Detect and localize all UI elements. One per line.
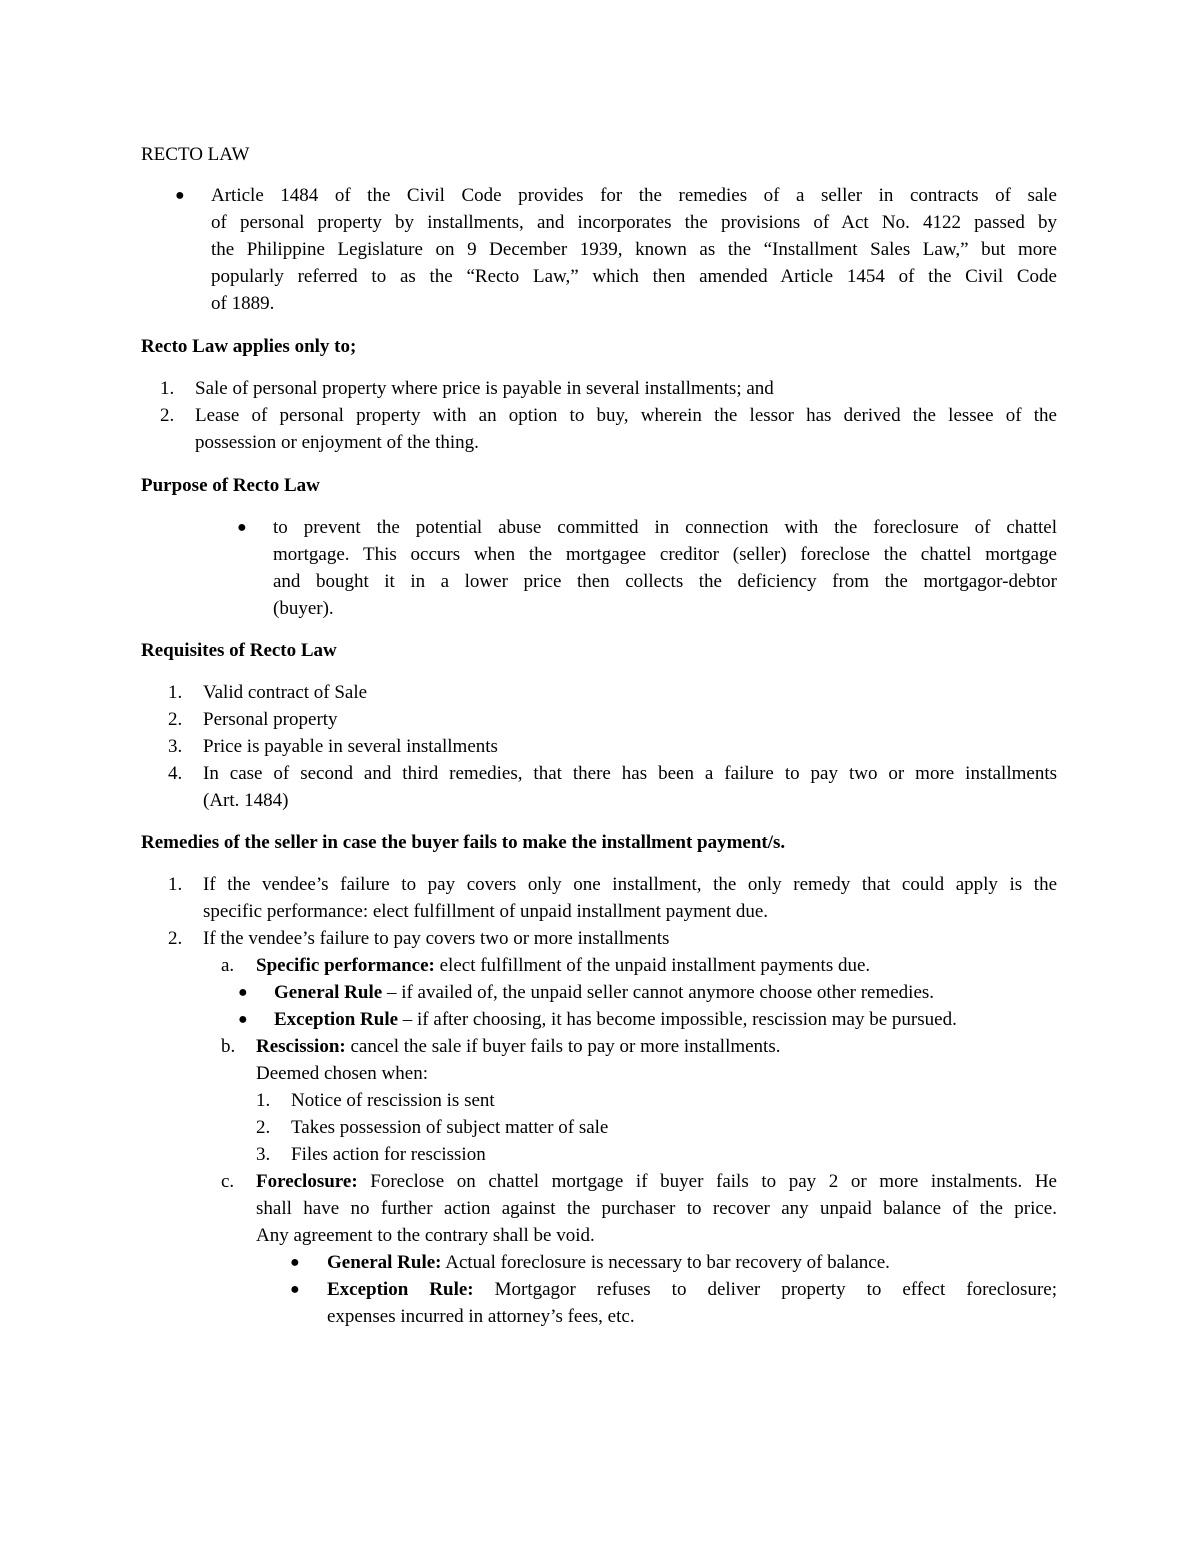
list-item: Personal property — [203, 709, 338, 730]
section-heading-remedies: Remedies of the seller in case the buyer fails to make the installment payment/s. — [141, 832, 786, 853]
term-text: cancel the sale if buyer fails to pay or more installments. — [345, 1036, 781, 1057]
purpose-line: (buyer). — [273, 598, 334, 619]
list-number: 3. — [168, 736, 183, 757]
term-text: – if availed of, the unpaid seller cannot anymore choose other remedies. — [382, 982, 935, 1003]
sublist-item-rescission — [256, 1033, 780, 1060]
intro-line: popularly referred to as the “Recto Law,” which then amended Article 1454 of the Civil Code — [211, 266, 1057, 287]
list-number: 2. — [160, 405, 175, 426]
term-label: General Rule — [274, 982, 383, 1003]
page-title: RECTO LAW — [141, 144, 250, 165]
sublist-item-specific-performance — [256, 952, 870, 979]
bullet-icon: ● — [290, 1254, 300, 1271]
term-text: Mortgagor refuses to deliver property to effect foreclosure; — [473, 1279, 1057, 1300]
list-item: Files action for rescission — [291, 1144, 486, 1165]
list-number: 1. — [256, 1090, 271, 1111]
list-item: Notice of rescission is sent — [291, 1090, 495, 1111]
sublist-letter: c. — [221, 1171, 235, 1192]
purpose-line: mortgage. This occurs when the mortgagee creditor (seller) foreclose the chattel mortgage — [273, 544, 1057, 565]
term-text: Foreclose on chattel mortgage if buyer fails to pay 2 or more instalments. He — [357, 1171, 1057, 1192]
list-item: In case of second and third remedies, that there has been a failure to pay two or more installments — [203, 763, 1057, 784]
list-item: Takes possession of subject matter of sale — [291, 1117, 609, 1138]
bullet-icon: ● — [175, 187, 185, 204]
intro-line: of personal property by installments, and incorporates the provisions of Act No. 4122 passed by — [211, 212, 1057, 233]
list-number: 1. — [160, 378, 175, 399]
term-label: Specific performance: — [256, 955, 435, 976]
bullet-icon: ● — [290, 1281, 300, 1298]
list-number: 2. — [168, 709, 183, 730]
exception-rule-line — [274, 1006, 957, 1033]
list-item: Lease of personal property with an option to buy, wherein the lessor has derived the lessee of the — [195, 405, 1057, 426]
list-number: 3. — [256, 1144, 271, 1165]
section-heading-applies: Recto Law applies only to; — [141, 336, 357, 357]
deemed-chosen-label: Deemed chosen when: — [256, 1063, 428, 1084]
sublist-letter: b. — [221, 1036, 236, 1057]
purpose-line: and bought it in a lower price then collects the deficiency from the mortgagor-debtor — [273, 571, 1057, 592]
term-text: elect fulfillment of the unpaid installment payments due. — [434, 955, 871, 976]
intro-line: Article 1484 of the Civil Code provides for the remedies of a seller in contracts of sale — [211, 185, 1057, 206]
list-item-continued: (Art. 1484) — [203, 790, 289, 811]
list-number: 1. — [168, 682, 183, 703]
sublist-item-foreclosure — [256, 1168, 1057, 1195]
sublist-letter: a. — [221, 955, 235, 976]
exception-rule-line-continued: expenses incurred in attorney’s fees, etc. — [327, 1306, 635, 1327]
term-label: Exception Rule: — [327, 1279, 474, 1300]
list-item-continued: possession or enjoyment of the thing. — [195, 432, 479, 453]
term-label: Exception Rule — [274, 1009, 399, 1030]
list-item: Valid contract of Sale — [203, 682, 368, 703]
list-item-continued: specific performance: elect fulfillment of unpaid installment payment due. — [203, 901, 769, 922]
general-rule-line — [327, 1249, 890, 1276]
foreclosure-line: shall have no further action against the purchaser to recover any unpaid balance of the price. — [256, 1198, 1057, 1219]
list-number: 1. — [168, 874, 183, 895]
bullet-icon: ● — [238, 1011, 248, 1028]
list-item: Price is payable in several installments — [203, 736, 498, 757]
list-item: Sale of personal property where price is payable in several installments; and — [195, 378, 774, 399]
intro-line: of 1889. — [211, 293, 275, 314]
list-number: 2. — [256, 1117, 271, 1138]
purpose-line: to prevent the potential abuse committed in connection with the foreclosure of chattel — [273, 517, 1057, 538]
list-number: 4. — [168, 763, 183, 784]
term-text: Actual foreclosure is necessary to bar recovery of balance. — [441, 1252, 890, 1273]
intro-line: the Philippine Legislature on 9 December 1939, known as the “Installment Sales Law,” but more — [211, 239, 1057, 260]
bullet-icon: ● — [237, 519, 247, 536]
list-number: 2. — [168, 928, 183, 949]
bullet-icon: ● — [238, 984, 248, 1001]
term-label: Foreclosure: — [256, 1171, 358, 1192]
list-item: If the vendee’s failure to pay covers two or more installments — [203, 928, 670, 949]
section-heading-requisites: Requisites of Recto Law — [141, 640, 337, 661]
general-rule-line — [274, 979, 934, 1006]
section-heading-purpose: Purpose of Recto Law — [141, 475, 320, 496]
exception-rule-line — [327, 1276, 1057, 1303]
term-label: General Rule: — [327, 1252, 442, 1273]
foreclosure-line: Any agreement to the contrary shall be void. — [256, 1225, 595, 1246]
term-label: Rescission: — [256, 1036, 346, 1057]
list-item: If the vendee’s failure to pay covers only one installment, the only remedy that could apply is the — [203, 874, 1057, 895]
term-text: – if after choosing, it has become impossible, rescission may be pursued. — [398, 1009, 957, 1030]
